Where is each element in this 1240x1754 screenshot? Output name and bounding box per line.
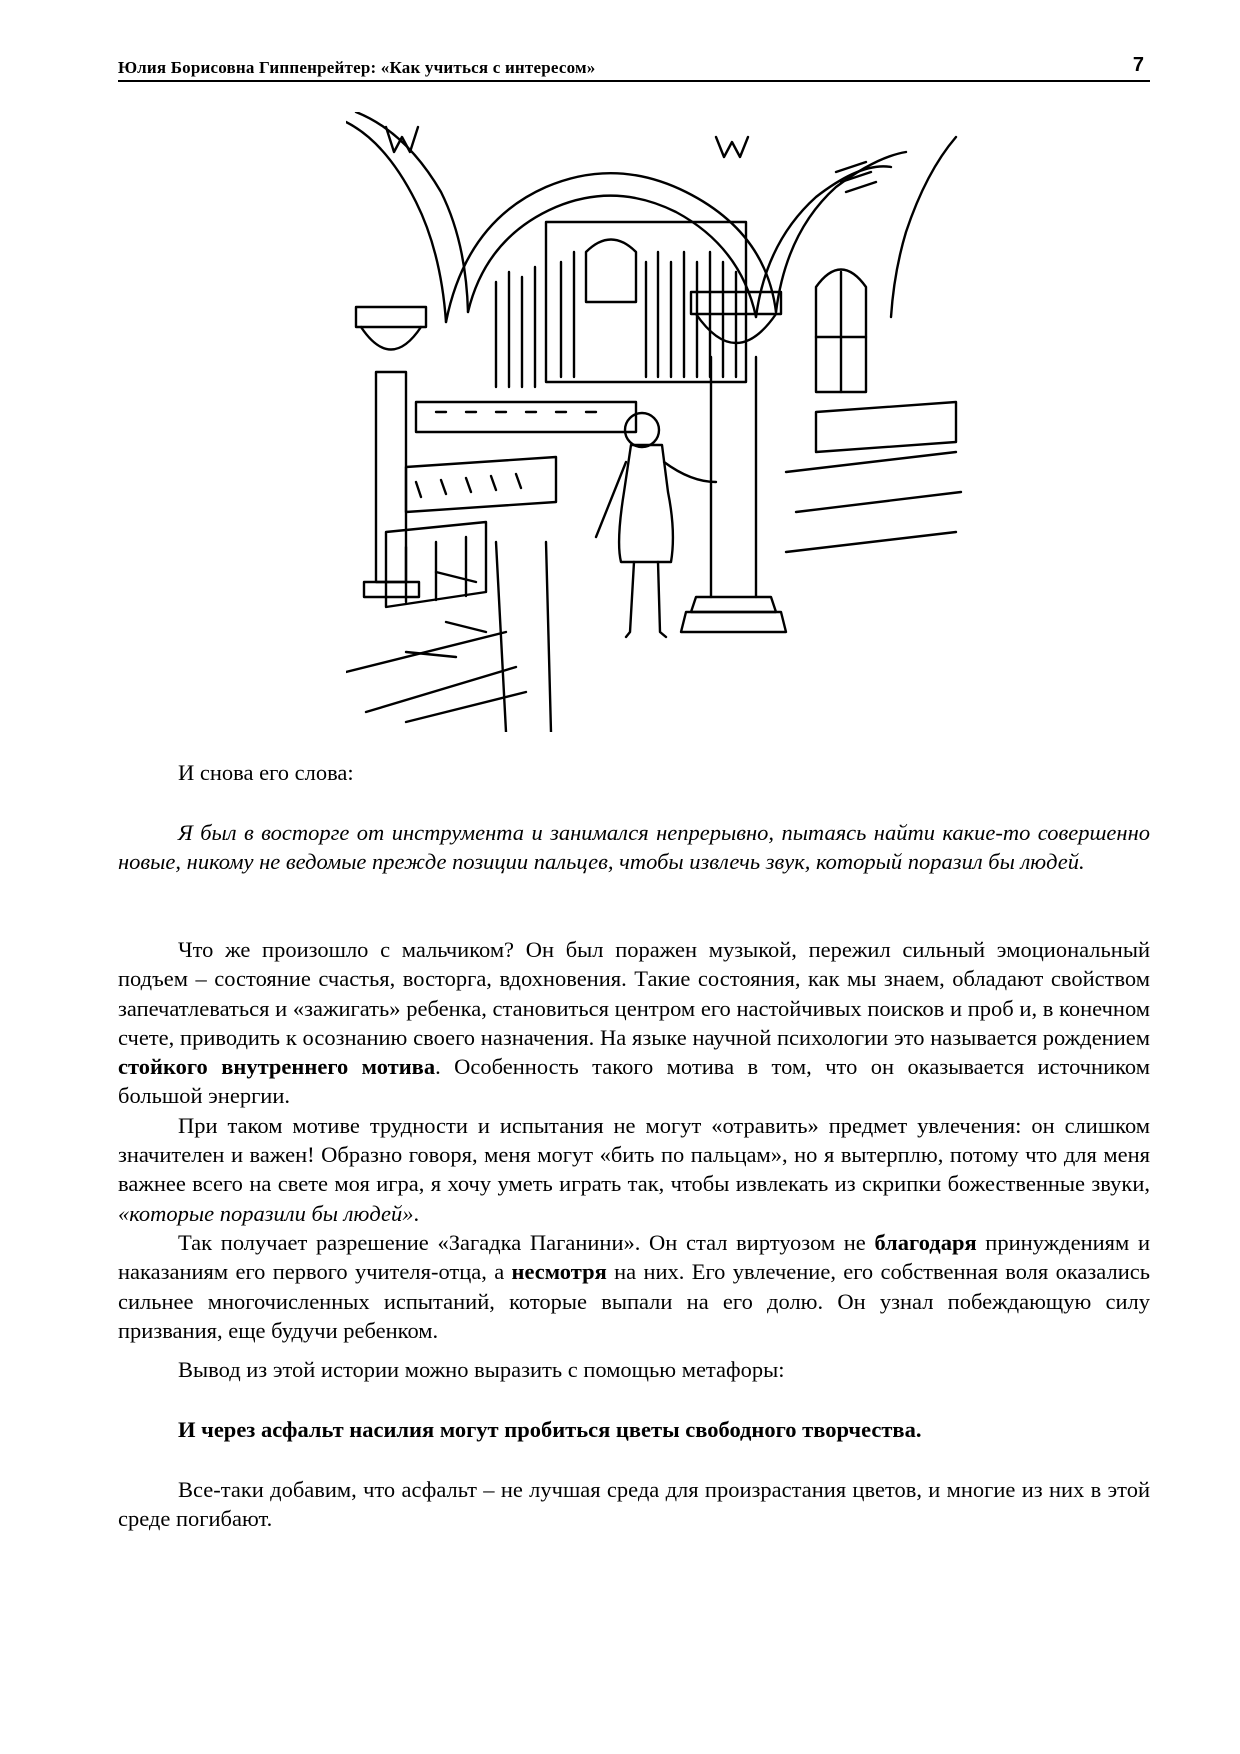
paragraph-closing: Все-таки добавим, что асфальт – не лучшая среда для произрастания цветов, и многие из них в этой среде погибают. — [118, 1477, 1150, 1532]
metaphor — [118, 1415, 1150, 1444]
metaphor-line: И через асфальт насилия могут пробиться цветы свободного творчества. — [178, 1417, 922, 1442]
bold-term-motive: стойкого внутреннего мотива — [118, 1054, 436, 1080]
bold-thanks: благодаря — [874, 1229, 977, 1255]
quote-block — [118, 818, 1150, 877]
page-number: 7 — [1132, 54, 1144, 76]
organ-hall-illustration — [346, 112, 966, 732]
page-header — [118, 54, 1150, 82]
conclusion-intro — [118, 1355, 1150, 1384]
closing — [118, 1475, 1150, 1534]
paragraph-paganini: Так получает разрешение «Загадка Паганини». Он стал виртуозом не благодаря принуждениям и наказаниям его первого учителя-отца, а несмотря на них. Его увлечение, его собственная воля оказались сильнее многочисленных испытаний, которые выпали на его долю. Он узнал побеждающую силу призвания, еще будучи ребенком. — [118, 1229, 1150, 1343]
paragraph-motive: Что же произошло с мальчиком? Он был поражен музыкой, пережил сильный эмоциональный подъем – состояние счастья, восторга, вдохновения. Такие состояния, как мы знаем, обладают свойством запечатлеваться и «зажигать» ребенка, становиться центром его настойчивых поисков и проб и, в конечном счете, приводить к осознанию своего назначения. На языке научной психологии это называется рождением стойкого внутреннего мотива. Особенность такого мотива в том, что он оказывается источником большой энергии. — [118, 937, 1150, 1109]
main-paragraphs — [118, 935, 1150, 1345]
body-text — [118, 758, 1150, 787]
running-title: Юлия Борисовна Гиппенрейтер: «Как учиться с интересом» — [118, 58, 596, 77]
paragraph-metaphor-intro: Вывод из этой истории можно выразить с помощью метафоры: — [178, 1357, 785, 1382]
paganini-quote: Я был в восторге от инструмента и занимался непрерывно, пытаясь найти какие-то совершенно новые, никому не ведомые прежде позиции пальцев, чтобы извлечь звук, который поразил бы людей. — [118, 820, 1150, 875]
bold-despite: несмотря — [511, 1259, 607, 1285]
italic-quote: «которые поразили бы людей» — [118, 1200, 414, 1226]
paragraph-trials: При таком мотиве трудности и испытания не могут «отравить» предмет увлечения: он слишком значителен и важен! Образно говоря, меня могут «бить по пальцам», но я вытерплю, потому что для меня важнее всего на свете моя игра, я хочу уметь играть так, чтобы извлекать из скрипки божественные звуки, «которые поразили бы людей». — [118, 1112, 1150, 1226]
intro-line: И снова его слова: — [178, 760, 354, 785]
